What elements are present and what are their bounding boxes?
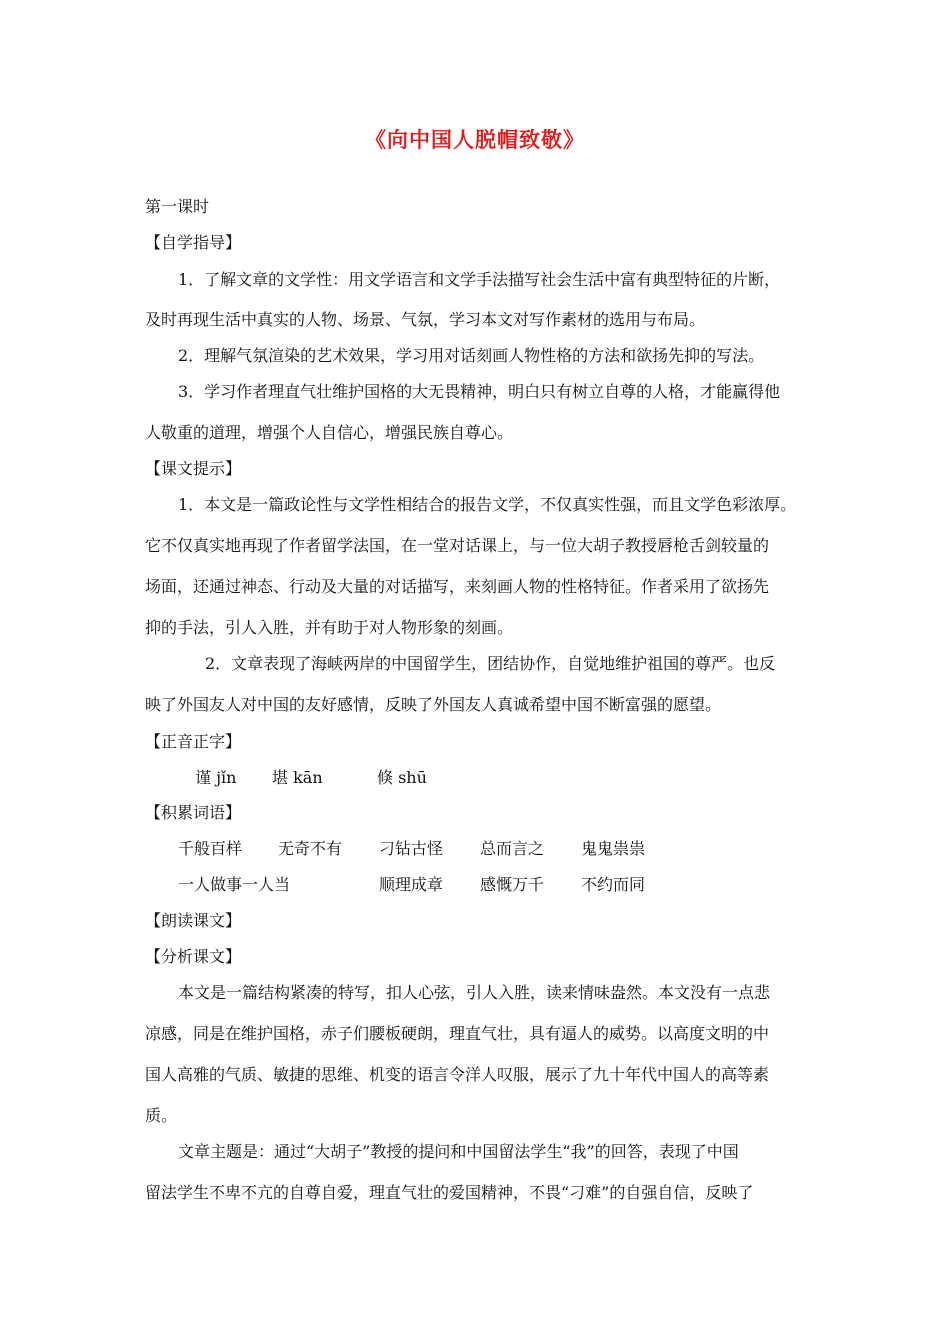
section-heading-vocabulary: 【积累词语】	[145, 803, 242, 822]
pronunciation-item: 倏 shū	[377, 768, 427, 787]
section-heading-analysis: 【分析课文】	[145, 947, 242, 966]
vocabulary-word: 刁钻古怪	[379, 839, 444, 858]
paragraph-line: 质。	[145, 1106, 178, 1125]
paragraph-line: 3．学习作者理直气壮维护国格的大无畏精神，明白只有树立自尊的人格，才能赢得他	[178, 382, 781, 401]
vocabulary-word: 总而言之	[480, 839, 545, 858]
lesson-label: 第一课时	[145, 197, 210, 216]
paragraph-line: 人敬重的道理，增强个人自信心，增强民族自尊心。	[145, 423, 514, 442]
section-heading-self-study: 【自学指导】	[145, 233, 242, 252]
vocabulary-word: 无奇不有	[278, 839, 343, 858]
paragraph-line: 国人高雅的气质、敏捷的思维、机变的语言令洋人叹服，展示了九十年代中国人的高等素	[145, 1065, 770, 1084]
vocabulary-word: 不约而同	[581, 875, 646, 894]
paragraph-line: 留法学生不卑不亢的自尊自爱，理直气壮的爱国精神，不畏“刁难”的自强自信，反映了	[145, 1183, 754, 1202]
paragraph-line: 2．理解气氛渲染的艺术效果，学习用对话刻画人物性格的方法和欲扬先抑的写法。	[178, 346, 765, 365]
vocabulary-word: 鬼鬼祟祟	[581, 839, 646, 858]
paragraph-line: 它不仅真实地再现了作者留学法国，在一堂对话课上，与一位大胡子教授唇枪舌剑较量的	[145, 536, 770, 555]
paragraph-line: 本文是一篇结构紧凑的特写，扣人心弦，引人入胜，读来情味盎然。本文没有一点悲	[178, 983, 771, 1002]
vocabulary-word: 一人做事一人当	[178, 875, 291, 894]
section-heading-pronunciation: 【正音正字】	[145, 732, 242, 751]
section-heading-text-tips: 【课文提示】	[145, 459, 242, 478]
paragraph-line: 场面，还通过神态、行动及大量的对话描写，来刻画人物的性格特征。作者采用了欲扬先	[145, 577, 770, 596]
paragraph-line: 抑的手法，引人入胜，并有助于对人物形象的刻画。	[145, 618, 514, 637]
document-title: 《向中国人脱帽致敬》	[365, 128, 585, 152]
pronunciation-item: 堪 kān	[272, 768, 323, 787]
paragraph-line: 及时再现生活中真实的人物、场景、气氛，学习本文对写作素材的选用与布局。	[145, 310, 706, 329]
paragraph-line: 映了外国友人对中国的友好感情，反映了外国友人真诚希望中国不断富强的愿望。	[145, 695, 722, 714]
vocabulary-word: 感慨万千	[480, 875, 545, 894]
paragraph-line: 凉感，同是在维护国格，赤子们腰板硬朗，理直气壮，具有逼人的威势。以高度文明的中	[145, 1024, 770, 1043]
paragraph-line: 1．本文是一篇政论性与文学性相结合的报告文学，不仅真实性强，而且文学色彩浓厚。	[178, 495, 797, 514]
vocabulary-word: 顺理成章	[379, 875, 444, 894]
paragraph-line: 2．文章表现了海峡两岸的中国留学生，团结协作，自觉地维护祖国的尊严。也反	[205, 654, 776, 673]
paragraph-line: 1．了解文章的文学性：用文学语言和文学手法描写社会生活中富有典型特征的片断，	[178, 270, 781, 289]
section-heading-read-aloud: 【朗读课文】	[145, 911, 242, 930]
vocabulary-word: 千般百样	[178, 839, 243, 858]
pronunciation-item: 谨 jǐn	[195, 768, 237, 787]
paragraph-line: 文章主题是：通过“大胡子”教授的提问和中国留法学生“我”的回答，表现了中国	[178, 1142, 739, 1161]
